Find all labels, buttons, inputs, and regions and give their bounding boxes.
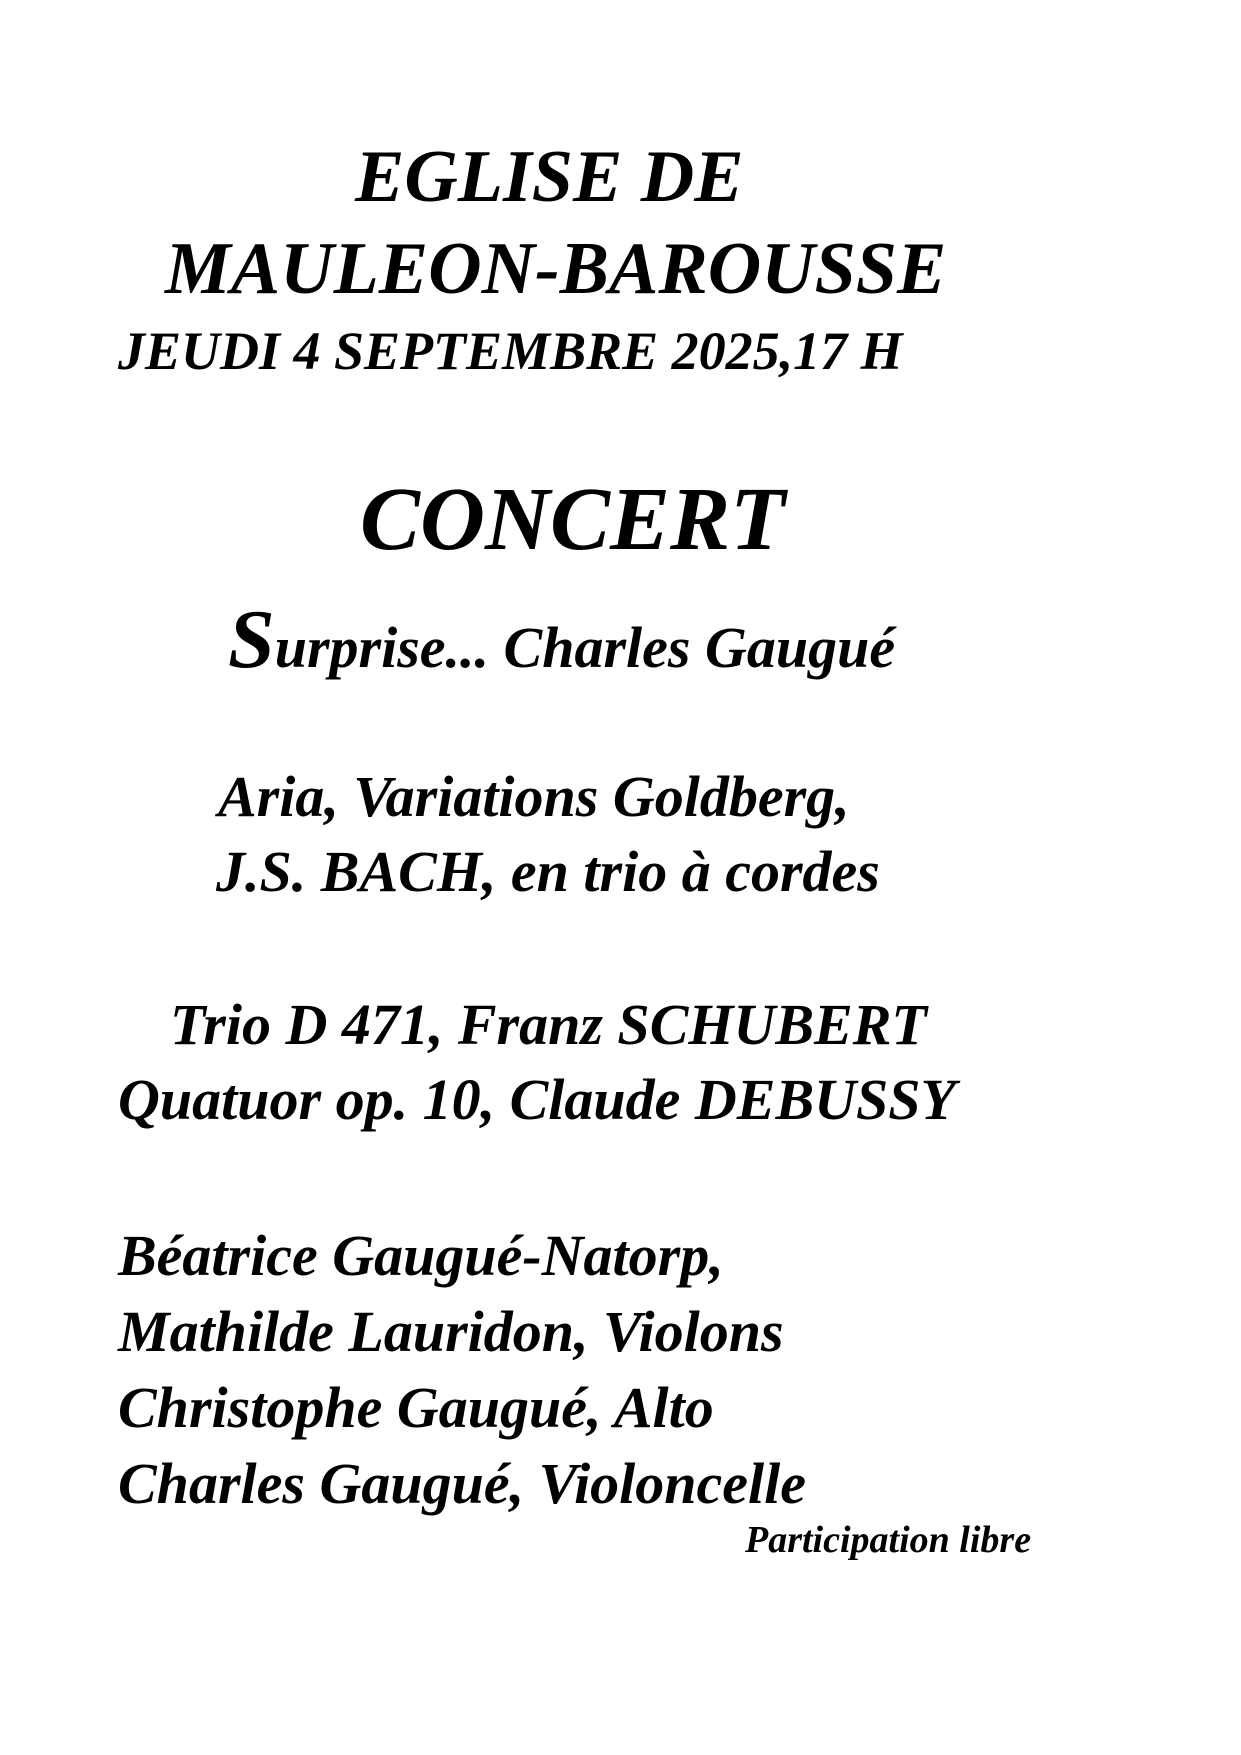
venue-line-2: MAULEON-BAROUSSE (165, 228, 947, 310)
performer-line-3: Christophe Gaugué, Alto (118, 1375, 714, 1440)
performer-line-2: Mathilde Lauridon, Violons (118, 1299, 784, 1364)
program-line-1: Aria, Variations Goldberg, (218, 764, 850, 829)
subtitle (228, 593, 896, 686)
program-line-4: Quatuor op. 10, Claude DEBUSSY (118, 1067, 956, 1132)
subtitle-initial: S (228, 593, 275, 686)
program-line-2: J.S. BACH, en trio à cordes (216, 839, 880, 904)
concert-title: CONCERT (360, 470, 786, 569)
performer-line-4: Charles Gaugué, Violoncelle (118, 1451, 807, 1516)
program-line-3: Trio D 471, Franz SCHUBERT (170, 992, 927, 1057)
venue-line-1: EGLISE DE (355, 136, 744, 218)
participation-note: Participation libre (745, 1519, 1032, 1561)
performer-line-1: Béatrice Gaugué-Natorp, (118, 1223, 724, 1288)
subtitle-rest: urprise... Charles Gaugué (274, 615, 896, 680)
date-time: JEUDI 4 SEPTEMBRE 2025,17 H (118, 321, 903, 381)
